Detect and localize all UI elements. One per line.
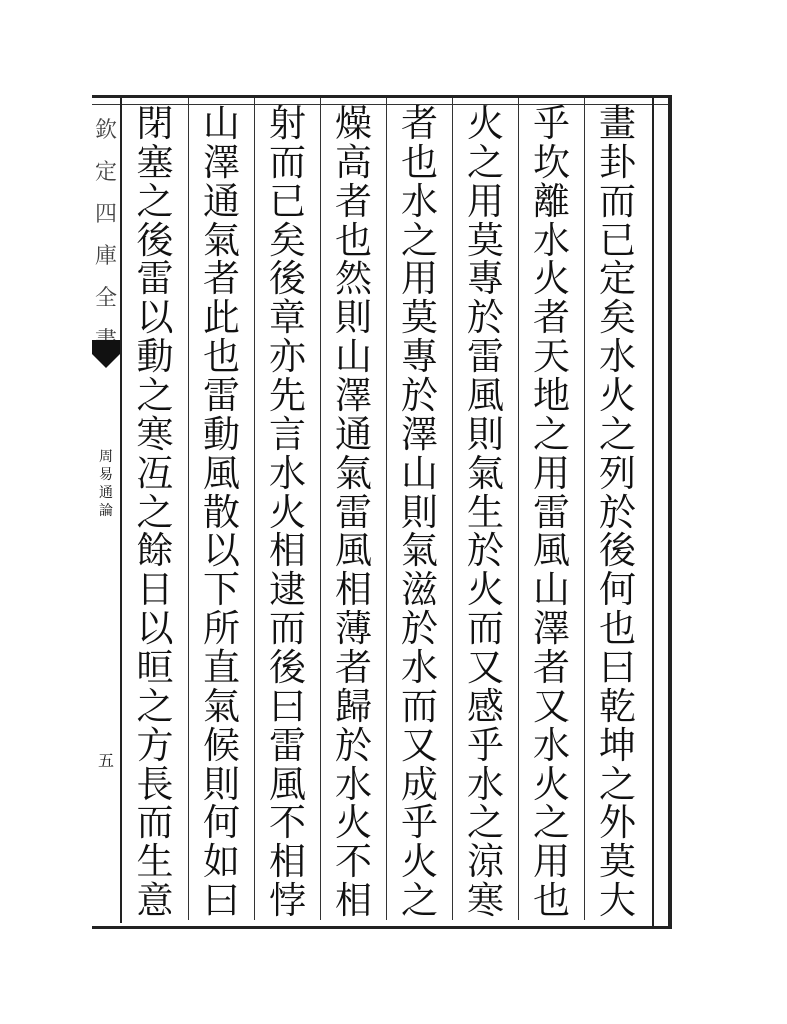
text-char: 莫 — [467, 218, 504, 262]
book-name — [96, 448, 116, 520]
text-char: 乎 — [401, 801, 438, 845]
text-char: 又 — [533, 684, 570, 728]
text-char: 也 — [401, 140, 438, 184]
text-char: 然 — [335, 257, 372, 301]
text-char: 亦 — [269, 335, 306, 379]
text-char: 地 — [533, 373, 570, 417]
frame-right-rule — [652, 98, 654, 926]
text-char: 也 — [335, 218, 372, 262]
text-char: 而 — [269, 140, 306, 184]
text-char: 而 — [401, 684, 438, 728]
text-char: 水 — [335, 762, 372, 806]
text-char: 之 — [599, 762, 636, 806]
text-char: 火 — [335, 801, 372, 845]
text-char: 於 — [467, 529, 504, 573]
text-char: 矣 — [269, 218, 306, 262]
text-char: 燥 — [335, 101, 372, 145]
text-char: 此 — [203, 296, 240, 340]
text-char: 者 — [203, 257, 240, 301]
text-char: 章 — [269, 296, 306, 340]
text-char: 相 — [335, 568, 372, 612]
text-char: 莫 — [401, 296, 438, 340]
text-char: 澤 — [533, 607, 570, 651]
text-char: 生 — [136, 840, 174, 884]
text-char: 於 — [467, 296, 504, 340]
text-char: 風 — [335, 529, 372, 573]
text-char: 之 — [136, 179, 174, 223]
text-char: 山 — [401, 451, 438, 495]
header-char: 定 — [94, 160, 117, 185]
text-char: 畫 — [599, 101, 636, 145]
text-char: 寒 — [467, 879, 504, 923]
text-char: 涼 — [467, 840, 504, 884]
text-char: 風 — [467, 373, 504, 417]
text-char: 氣 — [203, 218, 240, 262]
text-char: 雷 — [203, 373, 240, 417]
text-char: 澤 — [401, 412, 438, 456]
text-char: 者 — [401, 101, 438, 145]
text-column — [584, 98, 650, 923]
text-char: 天 — [533, 335, 570, 379]
text-char: 山 — [335, 335, 372, 379]
text-char: 相 — [335, 879, 372, 923]
text-char: 於 — [335, 723, 372, 767]
text-char: 感 — [467, 684, 504, 728]
text-char: 坤 — [599, 723, 636, 767]
text-char: 火 — [533, 257, 570, 301]
text-char: 下 — [203, 568, 240, 612]
text-char: 之 — [136, 684, 174, 728]
text-char: 乎 — [533, 101, 570, 145]
text-char: 冱 — [136, 451, 174, 495]
text-char: 閉 — [136, 101, 174, 145]
text-char: 山 — [203, 101, 240, 145]
text-char: 不 — [335, 840, 372, 884]
text-column — [320, 98, 386, 923]
text-char: 言 — [269, 412, 306, 456]
text-char: 則 — [203, 762, 240, 806]
text-char: 也 — [203, 335, 240, 379]
text-char: 風 — [203, 451, 240, 495]
text-char: 氣 — [467, 451, 504, 495]
text-char: 寒 — [136, 412, 174, 456]
fish-tail-mark — [92, 340, 120, 354]
text-char: 之 — [467, 140, 504, 184]
text-char: 直 — [203, 645, 240, 689]
text-char: 矣 — [599, 296, 636, 340]
book-name-char: 易 — [99, 467, 113, 483]
text-char: 風 — [533, 529, 570, 573]
text-char: 動 — [203, 412, 240, 456]
text-char: 水 — [269, 451, 306, 495]
text-char: 曰 — [203, 879, 240, 923]
text-char: 莫 — [599, 840, 636, 884]
text-char: 以 — [203, 529, 240, 573]
book-name-char: 論 — [99, 503, 113, 519]
text-char: 用 — [533, 451, 570, 495]
text-column — [452, 98, 518, 923]
text-char: 於 — [401, 373, 438, 417]
fish-tail-notch — [92, 354, 120, 368]
text-char: 火 — [401, 840, 438, 884]
text-char: 餘 — [136, 529, 174, 573]
text-char: 定 — [599, 257, 636, 301]
text-char: 離 — [533, 179, 570, 223]
text-char: 雷 — [136, 257, 174, 301]
text-char: 外 — [599, 801, 636, 845]
folio-number: 五 — [97, 751, 114, 770]
book-name-char: 通 — [99, 485, 113, 501]
text-char: 水 — [533, 723, 570, 767]
text-char: 者 — [335, 179, 372, 223]
text-char: 也 — [599, 607, 636, 651]
text-char: 又 — [401, 723, 438, 767]
text-char: 乾 — [599, 684, 636, 728]
text-char: 意 — [136, 879, 174, 923]
text-char: 而 — [136, 801, 174, 845]
text-char: 而 — [467, 607, 504, 651]
text-char: 成 — [401, 762, 438, 806]
text-column — [254, 98, 320, 923]
text-char: 動 — [136, 335, 174, 379]
text-char: 卦 — [599, 140, 636, 184]
text-char: 則 — [335, 296, 372, 340]
book-name-char: 周 — [99, 449, 113, 465]
text-char: 相 — [269, 840, 306, 884]
header-char: 庫 — [94, 244, 117, 269]
text-char: 之 — [401, 218, 438, 262]
text-char: 列 — [599, 451, 636, 495]
text-char: 於 — [599, 490, 636, 534]
text-char: 氣 — [401, 529, 438, 573]
text-char: 如 — [203, 840, 240, 884]
text-char: 坎 — [533, 140, 570, 184]
text-char: 之 — [533, 801, 570, 845]
text-char: 而 — [599, 179, 636, 223]
text-char: 者 — [335, 645, 372, 689]
text-char: 大 — [599, 879, 636, 923]
text-column — [188, 98, 254, 923]
text-char: 也 — [533, 879, 570, 923]
text-char: 用 — [533, 840, 570, 884]
header-char: 四 — [94, 202, 117, 227]
text-char: 專 — [401, 335, 438, 379]
text-char: 曰 — [269, 684, 306, 728]
text-char: 用 — [401, 257, 438, 301]
text-char: 所 — [203, 607, 240, 651]
text-char: 滋 — [401, 568, 438, 612]
text-char: 以 — [136, 296, 174, 340]
text-char: 雷 — [269, 723, 306, 767]
text-char: 氣 — [335, 451, 372, 495]
text-char: 生 — [467, 490, 504, 534]
text-char: 之 — [467, 801, 504, 845]
text-char: 水 — [599, 335, 636, 379]
text-char: 火 — [269, 490, 306, 534]
text-char: 高 — [335, 140, 372, 184]
text-char: 水 — [401, 645, 438, 689]
text-char: 專 — [467, 257, 504, 301]
text-char: 之 — [136, 490, 174, 534]
text-char: 火 — [467, 101, 504, 145]
text-char: 之 — [401, 879, 438, 923]
text-char: 通 — [203, 179, 240, 223]
text-char: 通 — [335, 412, 372, 456]
text-char: 於 — [401, 607, 438, 651]
text-column — [122, 98, 188, 923]
text-char: 薄 — [335, 607, 372, 651]
text-column — [386, 98, 452, 923]
text-char: 水 — [533, 218, 570, 262]
text-char: 風 — [269, 762, 306, 806]
text-char: 則 — [401, 490, 438, 534]
margin-header — [94, 110, 118, 362]
text-char: 用 — [467, 179, 504, 223]
text-char: 後 — [599, 529, 636, 573]
text-char: 方 — [136, 723, 174, 767]
text-columns — [120, 98, 650, 923]
text-char: 何 — [599, 568, 636, 612]
header-char: 全 — [94, 286, 117, 311]
text-char: 之 — [599, 412, 636, 456]
text-char: 曰 — [599, 645, 636, 689]
text-char: 火 — [533, 762, 570, 806]
text-char: 逮 — [269, 568, 306, 612]
text-char: 候 — [203, 723, 240, 767]
text-char: 悖 — [269, 879, 306, 923]
text-char: 已 — [599, 218, 636, 262]
text-char: 何 — [203, 801, 240, 845]
text-char: 歸 — [335, 684, 372, 728]
text-char: 相 — [269, 529, 306, 573]
text-char: 散 — [203, 490, 240, 534]
text-char: 不 — [269, 801, 306, 845]
text-char: 以 — [136, 607, 174, 651]
text-char: 火 — [599, 373, 636, 417]
text-char: 者 — [533, 296, 570, 340]
text-char: 射 — [269, 101, 306, 145]
text-char: 水 — [467, 762, 504, 806]
text-char: 雷 — [467, 335, 504, 379]
text-char: 山 — [533, 568, 570, 612]
text-char: 日 — [136, 568, 174, 612]
text-char: 則 — [467, 412, 504, 456]
header-char: 欽 — [94, 118, 117, 143]
text-column — [518, 98, 584, 923]
text-char: 雷 — [533, 490, 570, 534]
text-char: 火 — [467, 568, 504, 612]
text-char: 後 — [269, 645, 306, 689]
text-char: 乎 — [467, 723, 504, 767]
text-char: 澤 — [203, 140, 240, 184]
text-char: 之 — [533, 412, 570, 456]
text-char: 澤 — [335, 373, 372, 417]
text-char: 塞 — [136, 140, 174, 184]
text-char: 雷 — [335, 490, 372, 534]
text-char: 水 — [401, 179, 438, 223]
text-char: 後 — [269, 257, 306, 301]
text-char: 先 — [269, 373, 306, 417]
text-char: 之 — [136, 373, 174, 417]
text-char: 長 — [136, 762, 174, 806]
text-char: 者 — [533, 645, 570, 689]
text-char: 已 — [269, 179, 306, 223]
text-char: 氣 — [203, 684, 240, 728]
text-char: 而 — [269, 607, 306, 651]
text-char: 又 — [467, 645, 504, 689]
text-char: 晅 — [136, 645, 174, 689]
text-char: 後 — [136, 218, 174, 262]
